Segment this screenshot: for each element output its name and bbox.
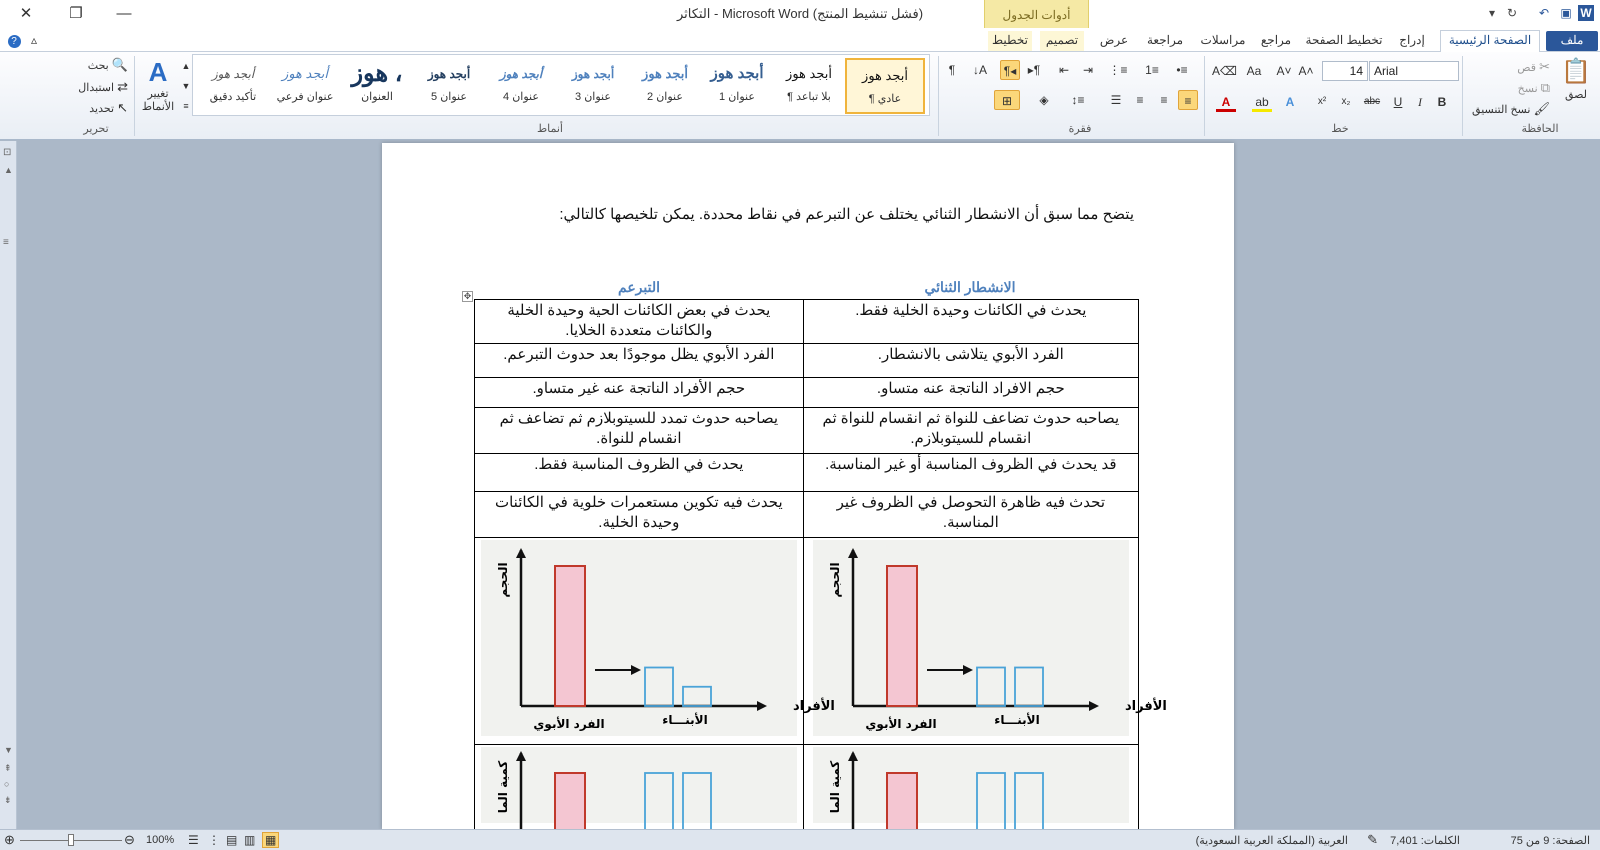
x-axis-label: الأفراد	[1124, 699, 1167, 714]
transition-arrowhead	[631, 665, 641, 675]
comparison-table	[474, 299, 1167, 832]
table-move-handle-icon[interactable]: ✥	[463, 291, 472, 301]
bar-illustration	[813, 540, 1167, 736]
find-button[interactable]: بحث 🔍	[87, 57, 128, 72]
table-cell-right[interactable]: الفرد الأبوي يتلاشى بالانشطار.	[803, 344, 1138, 378]
highlight-icon[interactable]: ab	[1252, 92, 1272, 112]
tab-page-layout[interactable]: تخطيط الصفحة	[1305, 33, 1383, 47]
document-page[interactable]	[382, 143, 1234, 829]
multilevel-list-icon[interactable]: ⋮≡	[1108, 63, 1128, 77]
zoom-out-icon[interactable]: ⊖	[124, 832, 135, 847]
font-group-label: خط	[1331, 123, 1349, 135]
tab-file[interactable]: ملف	[1546, 31, 1598, 51]
children-label: الأبنـــاء	[662, 713, 708, 727]
change-styles-button[interactable]: A تغيير الأنماط	[141, 57, 175, 113]
tab-references[interactable]: مراجع	[1260, 33, 1292, 47]
bar-illustration	[481, 747, 797, 823]
y-axis-label: كمية الما	[495, 760, 510, 814]
text-effects-icon[interactable]: A	[1285, 95, 1295, 109]
help-icon[interactable]: ?	[6, 31, 22, 51]
tab-review[interactable]: مراجعة	[1146, 33, 1184, 47]
x-axis-arrowhead	[757, 701, 767, 711]
styles-scroll-up-icon[interactable]: ▲	[181, 61, 191, 71]
table-cell-left[interactable]: حجم الأفراد الناتجة عنه غير متساو.	[475, 378, 804, 408]
tab-insert[interactable]: إدراج	[1399, 33, 1425, 47]
sort-icon[interactable]: ↓A	[972, 63, 987, 77]
tab-layout[interactable]: تخطيط	[988, 31, 1032, 51]
page-count[interactable]: الصفحة: 9 من 75	[1510, 835, 1590, 847]
justify-icon[interactable]: ☰	[1110, 93, 1122, 107]
parent-bar	[555, 566, 585, 706]
child-bar	[645, 668, 673, 707]
replace-icon: ⇄	[117, 79, 128, 94]
ruler-marker-icon[interactable]: ≡	[3, 237, 9, 248]
styles-gallery	[192, 54, 930, 116]
scroll-down-icon[interactable]: ▼	[4, 745, 13, 755]
parent-bar	[887, 566, 917, 706]
style-heading-5[interactable]: أبجد هوز عنوان 5	[427, 67, 471, 103]
format-painter-button[interactable]: نسخ التنسيق 🖌	[1472, 101, 1550, 116]
proofing-icon[interactable]: ✎	[1367, 832, 1378, 847]
prev-page-icon[interactable]: ⇞	[4, 763, 12, 773]
change-styles-icon: A	[148, 57, 168, 87]
undo-icon[interactable]: ↶	[1538, 6, 1550, 20]
figure-row	[475, 745, 1139, 832]
change-case-icon[interactable]: Aa	[1246, 64, 1262, 78]
draft-view-icon[interactable]: ☰	[188, 833, 199, 847]
column-header-fission: الانشطار الثنائي	[924, 279, 1016, 295]
paragraph-group-label: فقرة	[1068, 123, 1092, 135]
shading-icon[interactable]: ◈	[1039, 93, 1049, 107]
web-layout-icon[interactable]: ▤	[226, 833, 238, 847]
minimize-icon[interactable]: —	[116, 5, 132, 22]
y-axis-label: الحجم	[495, 562, 510, 598]
select-icon: ↖	[117, 100, 128, 115]
reading-view-icon[interactable]: ▥	[244, 833, 256, 847]
outline-view-icon[interactable]: ⋮	[208, 833, 220, 847]
table-cell-right[interactable]: يحدث في الكائنات وحيدة الخلية فقط.	[803, 300, 1138, 344]
table-row	[475, 454, 1139, 492]
table-row	[475, 408, 1139, 454]
styles-group-label: أنماط	[536, 123, 563, 135]
y-axis-label: الحجم	[827, 562, 842, 598]
table-tools-label: أدوات الجدول	[984, 0, 1089, 30]
customize-qat-icon[interactable]: ▾	[1488, 6, 1496, 20]
italic-icon[interactable]: I	[1418, 95, 1422, 109]
table-row	[475, 344, 1139, 378]
save-icon[interactable]: ▣	[1560, 6, 1572, 20]
child-bar	[1015, 668, 1043, 707]
bar-illustration	[481, 540, 835, 736]
word-count[interactable]: الكلمات: 7,401	[1390, 835, 1460, 847]
collapse-ribbon-icon[interactable]: ▵	[30, 33, 38, 47]
align-left-icon[interactable]: ≡	[1136, 93, 1144, 107]
cut-icon: ✂	[1539, 59, 1550, 74]
numbering-icon[interactable]: 1≡	[1145, 63, 1159, 77]
style-subtle-emphasis[interactable]: أبجد هوز تأكيد دقيق	[209, 67, 257, 103]
figure-cell-fission	[803, 538, 1167, 745]
styles-more-icon[interactable]: ≡	[183, 101, 189, 111]
bold-icon[interactable]: B	[1437, 95, 1447, 109]
close-icon[interactable]: ✕	[19, 5, 33, 22]
figure-cell-fission_2	[803, 745, 1138, 832]
y-axis-arrowhead	[516, 751, 526, 761]
clear-formatting-icon[interactable]: A⌫	[1212, 64, 1237, 78]
table-row	[475, 492, 1139, 538]
format-painter-icon: 🖌	[1533, 101, 1550, 116]
increase-indent-icon[interactable]: ⇥	[1082, 63, 1094, 77]
ruler-toggle-icon[interactable]: ⊡	[3, 147, 12, 158]
style-heading-1[interactable]: أبجد هوز عنوان 1	[710, 65, 764, 103]
underline-icon[interactable]: U	[1393, 95, 1403, 109]
figure-cell-budding_2	[475, 745, 804, 832]
bar-illustration	[813, 747, 1129, 823]
vertical-ruler	[0, 141, 17, 829]
font-color-icon[interactable]: A	[1216, 92, 1236, 112]
figure-row	[475, 538, 1139, 745]
align-right-icon[interactable]: ≡	[1178, 90, 1198, 110]
redo-icon[interactable]: ↻	[1506, 6, 1518, 20]
paste-icon: 📋	[1561, 58, 1591, 85]
style-normal[interactable]: أبجد هوز ¶ عادي	[845, 58, 925, 114]
table-cell-left[interactable]: يصاحبه حدوث تمدد للسيتوبلازم ثم تضاعف ثم انقسام للنواة.	[475, 408, 804, 454]
paste-button[interactable]: 📋 لصق	[1561, 58, 1591, 101]
children-label: الأبنـــاء	[994, 713, 1040, 727]
strikethrough-icon[interactable]: abc	[1363, 96, 1381, 107]
align-center-icon[interactable]: ≡	[1160, 93, 1168, 107]
word-logo-icon[interactable]: W	[1578, 5, 1594, 21]
tab-design[interactable]: تصميم	[1040, 31, 1084, 51]
parent-label: الفرد الأبوي	[533, 717, 605, 731]
line-spacing-icon[interactable]: ↕≡	[1071, 93, 1085, 107]
table-row	[475, 300, 1139, 344]
intro-paragraph[interactable]: يتضح مما سبق أن الانشطار الثنائي يختلف عن التبرعم في نقاط محددة. يمكن تلخيصها كالتالي:	[559, 206, 1134, 223]
copy-icon: ⧉	[1540, 80, 1550, 95]
table-cell-right[interactable]: قد يحدث في الظروف المناسبة أو غير المناسبة.	[803, 454, 1138, 492]
y-axis-label: كمية الما	[827, 760, 842, 814]
table-cell-right[interactable]: حجم الافراد الناتجة عنه متساو.	[803, 378, 1138, 408]
tab-home[interactable]: الصفحة الرئيسية	[1440, 30, 1540, 53]
parent-label: الفرد الأبوي	[865, 717, 937, 731]
child-bar	[683, 687, 711, 706]
table-cell-right[interactable]: تحدث فيه ظاهرة التحوصل في الظروف غير المناسبة.	[803, 492, 1138, 538]
language-indicator[interactable]: العربية (المملكة العربية السعودية)	[1195, 835, 1348, 847]
find-icon: 🔍	[111, 57, 128, 72]
scroll-up-icon[interactable]: ▲	[4, 165, 13, 175]
table-row	[475, 378, 1139, 408]
title-bar	[0, 0, 1600, 28]
decrease-indent-icon[interactable]: ⇤	[1058, 63, 1070, 77]
copy-button[interactable]: نسخ ⧉	[1517, 80, 1550, 95]
x-axis-arrowhead	[1089, 701, 1099, 711]
table-cell-right[interactable]: يصاحبه حدوث تضاعف للنواة ثم انقسام للنواة ثم انقسام للسيتوبلازم.	[803, 408, 1138, 454]
table-cell-left[interactable]: يحدث فيه تكوين مستعمرات خلوية في الكائنات وحيدة الخلية.	[475, 492, 804, 538]
table-cell-left[interactable]: يحدث في بعض الكائنات الحية وحيدة الخلية والكائنات متعددة الخلايا.	[475, 300, 804, 344]
show-marks-icon[interactable]: ¶	[948, 63, 956, 77]
ribbon	[0, 52, 1600, 140]
zoom-slider-thumb[interactable]	[68, 834, 74, 846]
ltr-direction-icon[interactable]: ▸¶	[1027, 63, 1041, 77]
font-name-box[interactable]: Arial	[1369, 61, 1459, 81]
zoom-level[interactable]: 100%	[146, 834, 175, 846]
restore-icon[interactable]: ❐	[69, 5, 83, 22]
zoom-in-icon[interactable]: ⊕	[4, 832, 15, 847]
rtl-direction-icon[interactable]: ¶◂	[1000, 60, 1020, 80]
style-no-spacing[interactable]: أبجد هوز ¶ بلا تباعد	[786, 66, 832, 103]
style-heading-3[interactable]: أبجد هوز عنوان 3	[571, 67, 615, 103]
style-heading-4[interactable]: أبجد هوز عنوان 4	[499, 67, 543, 103]
tab-view[interactable]: عرض	[1099, 33, 1129, 47]
style-title[interactable]: هوز ، العنوان	[351, 60, 403, 103]
figure-cell-budding	[475, 538, 835, 745]
clipboard-group-label: الحافظة	[1521, 123, 1559, 135]
next-page-icon[interactable]: ⇟	[4, 795, 12, 805]
ribbon-tabs	[0, 28, 1600, 52]
print-layout-icon[interactable]: ▦	[262, 832, 279, 848]
table-cell-left[interactable]: يحدث في الظروف المناسبة فقط.	[475, 454, 804, 492]
replace-button[interactable]: استبدال ⇄	[78, 79, 128, 94]
editing-group-label: تحرير	[83, 123, 109, 135]
y-axis-arrowhead	[848, 548, 858, 558]
bullets-icon[interactable]: •≡	[1176, 63, 1188, 77]
column-header-budding: التبرعم	[618, 279, 660, 295]
shrink-font-icon[interactable]: A˅	[1276, 64, 1292, 78]
style-subtitle[interactable]: أبجد هوز عنوان فرعي	[276, 66, 334, 103]
status-bar	[0, 829, 1600, 850]
x-axis-label: الأفراد	[792, 699, 835, 714]
grow-font-icon[interactable]: A˄	[1298, 64, 1314, 78]
y-axis-arrowhead	[516, 548, 526, 558]
superscript-icon[interactable]: x²	[1317, 96, 1327, 107]
styles-scroll-down-icon[interactable]: ▼	[181, 81, 191, 91]
table-cell-left[interactable]: الفرد الأبوي يظل موجودًا بعد حدوث التبرعم.	[475, 344, 804, 378]
cut-button[interactable]: قص ✂	[1517, 59, 1550, 74]
subscript-icon[interactable]: x₂	[1341, 96, 1351, 107]
borders-icon[interactable]: ⊞	[994, 90, 1020, 110]
tab-mailings[interactable]: مراسلات	[1200, 33, 1246, 47]
browse-object-icon[interactable]: ○	[4, 779, 10, 789]
font-size-box[interactable]: 14	[1322, 61, 1368, 81]
style-heading-2[interactable]: أبجد هوز عنوان 2	[642, 66, 688, 103]
transition-arrowhead	[963, 665, 973, 675]
y-axis-arrowhead	[848, 751, 858, 761]
child-bar	[977, 668, 1005, 707]
select-button[interactable]: تحديد ↖	[89, 100, 128, 115]
window-title: التكاثر - Microsoft Word (فشل تنشيط المنتج)	[676, 6, 924, 21]
